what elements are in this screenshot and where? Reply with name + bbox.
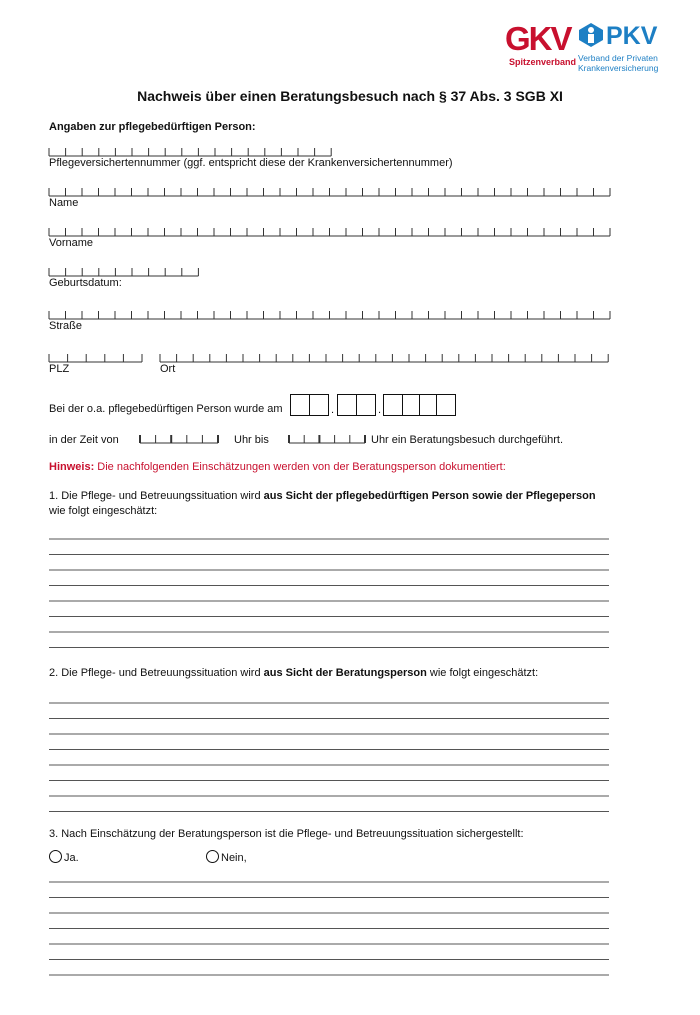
question-2-answer-area[interactable] <box>49 695 609 815</box>
date-day-digit-1[interactable] <box>290 394 310 416</box>
insurance-number-field[interactable] <box>49 143 331 157</box>
zip-label: PLZ <box>49 363 70 375</box>
insurance-number-label: Pflegeversichertennummer (ggf. entspricht diese der Krankenversichertennummer) <box>49 157 453 169</box>
pkv-logo-letters: PKV <box>606 22 658 50</box>
visit-time-suffix: Uhr ein Beratungsbesuch durchgeführt. <box>371 434 564 446</box>
question-1-part1: 1. Die Pflege- und Betreuungssituation wird <box>49 490 264 502</box>
question-3: 3. Nach Einschätzung der Beratungsperson ist die Pflege- und Betreuungssituation sichergestellt: <box>49 828 524 840</box>
date-month-digit-2[interactable] <box>356 394 376 416</box>
radio-yes[interactable] <box>49 850 62 863</box>
date-separator-1: . <box>331 404 335 416</box>
time-to-field[interactable] <box>289 431 365 445</box>
question-1 <box>49 489 609 519</box>
hint-text <box>49 461 506 473</box>
street-field[interactable] <box>49 306 609 320</box>
visit-time-middle: Uhr bis <box>234 434 269 446</box>
hint-label: Hinweis: <box>49 461 95 473</box>
question-3-answer-area[interactable] <box>49 875 609 980</box>
radio-no-label: Nein, <box>221 852 247 864</box>
name-field[interactable] <box>49 183 609 197</box>
date-day-digit-2[interactable] <box>309 394 329 416</box>
first-name-field[interactable] <box>49 223 609 237</box>
pkv-logo-line2: Krankenversicherung <box>578 63 659 73</box>
city-field[interactable] <box>160 349 609 363</box>
form-title: Nachweis über einen Beratungsbesuch nach § 37 Abs. 3 SGB XI <box>137 88 563 104</box>
radio-no[interactable] <box>206 850 219 863</box>
question-1-bold: aus Sicht der pflegebedürftigen Person sowie der Pflegeperson <box>263 490 596 502</box>
section-heading: Angaben zur pflegebedürftigen Person: <box>49 121 256 133</box>
birth-date-field[interactable] <box>49 263 199 277</box>
question-2-part1: 2. Die Pflege- und Betreuungssituation wird <box>49 667 264 679</box>
visit-time-prefix: in der Zeit von <box>49 434 119 446</box>
birth-date-label: Geburtsdatum: <box>49 277 122 289</box>
first-name-label: Vorname <box>49 237 94 249</box>
city-label: Ort <box>160 363 176 375</box>
pkv-logo-line1: Verband der Privaten <box>578 53 658 63</box>
question-1-answer-area[interactable] <box>49 532 609 652</box>
radio-yes-label: Ja. <box>64 852 79 864</box>
date-month-digit-1[interactable] <box>337 394 357 416</box>
question-2-part2: wie folgt eingeschätzt: <box>426 667 539 679</box>
date-separator-2: . <box>378 404 382 416</box>
date-year-digit-2[interactable] <box>402 394 420 416</box>
gkv-logo-letters: GKV <box>505 20 571 57</box>
visit-date-prefix: Bei der o.a. pflegebedürftigen Person wurde am <box>49 403 283 415</box>
street-label: Straße <box>49 320 83 332</box>
hint-body: Die nachfolgenden Einschätzungen werden von der Beratungsperson dokumentiert: <box>94 461 506 473</box>
date-year-digit-3[interactable] <box>419 394 437 416</box>
date-year-digit-1[interactable] <box>383 394 403 416</box>
question-2 <box>49 666 609 681</box>
time-from-field[interactable] <box>140 431 218 445</box>
gkv-logo-subtitle: Spitzenverband <box>509 57 577 67</box>
zip-field[interactable] <box>49 349 142 363</box>
question-1-part2: wie folgt eingeschätzt: <box>49 505 158 517</box>
question-2-bold: aus Sicht der Beratungsperson <box>263 667 427 679</box>
name-label: Name <box>49 197 79 209</box>
date-year-digit-4[interactable] <box>436 394 456 416</box>
